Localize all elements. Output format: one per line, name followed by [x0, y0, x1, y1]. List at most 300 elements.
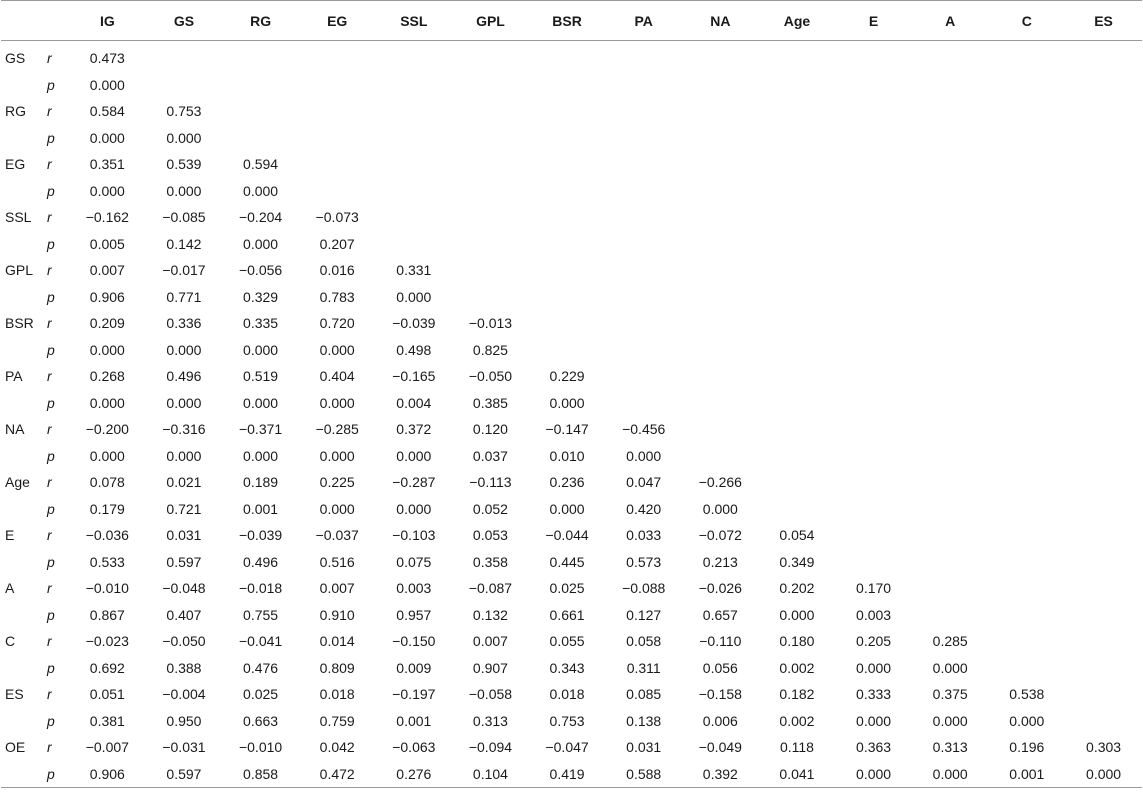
table-row: [1, 575, 1142, 602]
table-row: [1, 98, 1142, 125]
table-cell: [605, 98, 682, 125]
row-label: OE: [5, 739, 26, 756]
table-cell: 0.311: [626, 659, 661, 676]
row-label: [1, 72, 45, 99]
stat-label: p: [47, 288, 55, 305]
table-cell: 0.000: [166, 394, 202, 411]
table-cell: −0.088: [622, 580, 666, 597]
table-cell: [222, 98, 299, 125]
table-cell: 0.753: [549, 712, 585, 729]
table-row: [1, 416, 1142, 443]
table-cell: [1065, 363, 1142, 390]
table-cell: 0.000: [243, 447, 279, 464]
table-cell: 0.858: [222, 761, 299, 788]
table-cell: 0.000: [319, 500, 355, 517]
table-cell: 0.476: [243, 659, 279, 676]
table-cell: [835, 549, 912, 576]
table-cell: [989, 575, 1066, 602]
table-cell: 0.007: [472, 633, 508, 650]
table-cell: [529, 151, 606, 178]
column-header: NA: [682, 1, 759, 41]
table-cell: [835, 204, 912, 231]
table-cell: [989, 231, 1066, 258]
table-cell: 0.753: [166, 103, 202, 120]
column-header: EG: [299, 1, 376, 41]
table-cell: [1065, 575, 1142, 602]
table-cell: [1065, 628, 1142, 655]
stat-label: p: [47, 447, 55, 464]
table-cell: 0.343: [549, 659, 585, 676]
table-cell: [605, 390, 682, 417]
table-cell: [529, 204, 606, 231]
table-cell: 0.420: [626, 500, 662, 517]
table-cell: [682, 390, 759, 417]
table-cell: −0.056: [238, 262, 283, 279]
table-cell: 0.657: [702, 606, 738, 623]
table-cell: 0.336: [166, 315, 202, 332]
table-row: [1, 310, 1142, 337]
table-cell: [759, 310, 836, 337]
row-label: A: [5, 580, 15, 597]
table-cell: −0.010: [238, 739, 283, 756]
table-cell: 0.594: [243, 156, 279, 173]
table-cell: −0.049: [698, 739, 742, 756]
row-label: [1, 549, 45, 576]
table-cell: [605, 72, 682, 99]
table-cell: [529, 337, 606, 364]
table-cell: [912, 390, 989, 417]
table-cell: [1065, 72, 1142, 99]
table-cell: 0.031: [166, 527, 202, 544]
stat-label: r: [47, 209, 52, 226]
table-cell: [759, 496, 836, 523]
table-row: [1, 125, 1142, 152]
table-cell: [682, 443, 759, 470]
table-cell: 0.056: [702, 659, 738, 676]
table-cell: 0.000: [166, 129, 202, 146]
table-cell: [1065, 469, 1142, 496]
table-cell: 0.120: [472, 421, 508, 438]
row-label: GPL: [5, 262, 34, 279]
table-cell: 0.759: [319, 712, 355, 729]
table-cell: [605, 41, 682, 72]
table-cell: 0.000: [166, 447, 202, 464]
table-cell: [376, 72, 453, 99]
table-cell: −0.266: [698, 474, 742, 491]
table-cell: 0.213: [702, 553, 738, 570]
table-cell: −0.150: [392, 633, 436, 650]
table-cell: [759, 337, 836, 364]
table-cell: 0.000: [396, 288, 432, 305]
table-cell: [1065, 204, 1142, 231]
table-cell: 0.005: [89, 235, 125, 252]
table-cell: [376, 125, 453, 152]
table-cell: [759, 41, 836, 72]
table-cell: [682, 363, 759, 390]
table-cell: [529, 72, 606, 99]
stat-label: p: [47, 341, 55, 358]
table-cell: 0.054: [779, 527, 815, 544]
table-cell: [299, 98, 376, 125]
table-row: [1, 390, 1142, 417]
table-cell: 0.692: [89, 659, 125, 676]
table-cell: [912, 310, 989, 337]
table-cell: 0.000: [856, 659, 892, 676]
table-cell: 0.000: [89, 129, 125, 146]
column-header: ES: [1065, 1, 1142, 41]
row-label: [1, 496, 45, 523]
table-cell: −0.085: [162, 209, 206, 226]
table-cell: [222, 125, 299, 152]
table-cell: [605, 231, 682, 258]
table-cell: [912, 41, 989, 72]
table-cell: −0.103: [392, 527, 436, 544]
table-cell: [989, 443, 1066, 470]
table-cell: 0.950: [166, 712, 202, 729]
table-cell: [835, 390, 912, 417]
table-cell: 0.000: [319, 394, 355, 411]
table-cell: 0.002: [779, 712, 815, 729]
table-cell: 0.516: [319, 553, 355, 570]
table-cell: 0.335: [243, 315, 279, 332]
stat-label: p: [47, 606, 55, 623]
table-cell: [912, 416, 989, 443]
table-cell: 0.358: [472, 553, 508, 570]
table-cell: [452, 72, 529, 99]
table-cell: [1065, 41, 1142, 72]
row-label: NA: [5, 421, 25, 438]
table-cell: [605, 151, 682, 178]
table-cell: [452, 41, 529, 72]
table-cell: [989, 178, 1066, 205]
table-cell: −0.058: [468, 686, 513, 703]
table-cell: 0.000: [166, 182, 202, 199]
table-cell: 0.236: [549, 474, 585, 491]
table-cell: 0.000: [1065, 761, 1142, 788]
stat-label: r: [47, 315, 52, 332]
table-cell: [529, 310, 606, 337]
table-cell: 0.018: [319, 686, 355, 703]
table-row: [1, 469, 1142, 496]
table-row: [1, 337, 1142, 364]
column-header: E: [835, 1, 912, 41]
table-cell: 0.138: [626, 712, 662, 729]
table-cell: 0.000: [396, 500, 432, 517]
table-cell: −0.072: [698, 527, 742, 544]
table-row: [1, 257, 1142, 284]
table-cell: [1065, 231, 1142, 258]
table-cell: 0.025: [243, 686, 279, 703]
table-cell: 0.003: [856, 606, 892, 623]
table-cell: [1065, 681, 1142, 708]
column-header: A: [912, 1, 989, 41]
table-cell: [912, 125, 989, 152]
table-cell: [682, 98, 759, 125]
table-cell: 0.000: [932, 712, 968, 729]
table-cell: [299, 151, 376, 178]
column-header: GS: [146, 1, 223, 41]
table-cell: 0.519: [243, 368, 279, 385]
table-row: [1, 178, 1142, 205]
table-cell: [1065, 98, 1142, 125]
table-cell: 0.170: [856, 580, 892, 597]
table-cell: 0.142: [166, 235, 202, 252]
row-label: Age: [5, 474, 30, 491]
table-cell: 0.276: [376, 761, 453, 788]
table-row: [1, 151, 1142, 178]
table-cell: [989, 125, 1066, 152]
table-row: [1, 522, 1142, 549]
table-cell: [682, 151, 759, 178]
table-cell: 0.014: [319, 633, 355, 650]
table-cell: [835, 98, 912, 125]
table-row: [1, 284, 1142, 311]
table-cell: 0.588: [605, 761, 682, 788]
table-cell: 0.392: [682, 761, 759, 788]
table-cell: 0.303: [1086, 739, 1122, 756]
table-cell: 0.473: [89, 50, 125, 67]
table-cell: [835, 151, 912, 178]
table-cell: −0.147: [545, 421, 589, 438]
table-cell: 0.498: [396, 341, 432, 358]
table-cell: [605, 284, 682, 311]
table-cell: 0.000: [396, 447, 432, 464]
table-cell: [835, 496, 912, 523]
table-cell: 0.957: [396, 606, 432, 623]
column-header: PA: [605, 1, 682, 41]
stat-label: r: [47, 156, 52, 173]
table-cell: −0.110: [699, 633, 742, 650]
table-cell: 0.016: [319, 262, 355, 279]
table-cell: [989, 41, 1066, 72]
table-cell: [222, 41, 299, 72]
table-cell: [912, 151, 989, 178]
row-label: [1, 708, 45, 735]
table-cell: [759, 416, 836, 443]
table-cell: [989, 628, 1066, 655]
table-cell: [912, 284, 989, 311]
table-cell: [989, 257, 1066, 284]
table-cell: 0.000: [835, 761, 912, 788]
table-cell: 0.867: [89, 606, 125, 623]
table-cell: [1065, 549, 1142, 576]
table-body: [1, 41, 1142, 788]
table-cell: 0.000: [89, 76, 125, 93]
table-cell: 0.047: [626, 474, 662, 491]
table-cell: 0.025: [549, 580, 585, 597]
stat-label: r: [47, 580, 52, 597]
table-cell: 0.783: [319, 288, 355, 305]
table-cell: −0.036: [85, 527, 129, 544]
table-cell: [529, 41, 606, 72]
table-cell: [376, 151, 453, 178]
table-cell: [835, 125, 912, 152]
column-header: GPL: [452, 1, 529, 41]
table-cell: −0.063: [392, 739, 436, 756]
table-cell: [529, 98, 606, 125]
table-cell: [912, 231, 989, 258]
table-cell: 0.000: [89, 341, 125, 358]
table-cell: [912, 257, 989, 284]
table-cell: 0.000: [912, 761, 989, 788]
stat-label: r: [47, 368, 52, 385]
table-cell: −0.017: [162, 262, 206, 279]
table-cell: 0.000: [243, 341, 279, 358]
table-cell: 0.388: [166, 659, 202, 676]
row-label: EG: [5, 156, 26, 173]
table-cell: −0.094: [468, 739, 513, 756]
table-cell: [452, 125, 529, 152]
correlation-table: [1, 0, 1142, 788]
row-label: [1, 390, 45, 417]
table-cell: [835, 72, 912, 99]
row-label: [1, 761, 45, 788]
table-row: [1, 708, 1142, 735]
table-cell: −0.287: [392, 474, 436, 491]
table-cell: [682, 284, 759, 311]
table-cell: [1065, 390, 1142, 417]
table-row: [1, 628, 1142, 655]
table-cell: 0.000: [89, 182, 125, 199]
table-cell: −0.041: [238, 633, 283, 650]
column-header: C: [989, 1, 1066, 41]
table-cell: 0.539: [166, 156, 202, 173]
table-cell: 0.000: [319, 341, 355, 358]
table-cell: −0.285: [315, 421, 359, 438]
table-cell: 0.375: [932, 686, 968, 703]
row-label: BSR: [5, 315, 34, 332]
table-cell: 0.825: [472, 341, 508, 358]
table-cell: 0.179: [89, 500, 125, 517]
stat-label: p: [47, 129, 55, 146]
table-cell: 0.207: [319, 235, 355, 252]
corner-cell: [1, 1, 45, 41]
table-cell: [1065, 284, 1142, 311]
table-cell: 0.000: [779, 606, 815, 623]
header-row: [1, 1, 1142, 41]
table-cell: 0.331: [396, 262, 432, 279]
table-cell: 0.002: [779, 659, 815, 676]
table-cell: [452, 178, 529, 205]
table-cell: 0.000: [89, 394, 125, 411]
table-cell: [835, 310, 912, 337]
table-cell: [452, 204, 529, 231]
table-cell: [1065, 125, 1142, 152]
table-cell: [682, 337, 759, 364]
stat-label: r: [47, 633, 52, 650]
table-cell: [682, 72, 759, 99]
table-cell: 0.000: [549, 394, 585, 411]
table-cell: [605, 337, 682, 364]
table-cell: [1065, 257, 1142, 284]
row-label: E: [5, 527, 15, 544]
table-cell: [759, 125, 836, 152]
table-cell: [989, 204, 1066, 231]
table-cell: [452, 98, 529, 125]
table-cell: [299, 178, 376, 205]
table-cell: [912, 443, 989, 470]
stat-label: p: [47, 182, 55, 199]
table-cell: 0.055: [549, 633, 585, 650]
table-cell: 0.333: [856, 686, 892, 703]
table-cell: [759, 363, 836, 390]
table-cell: 0.573: [626, 553, 662, 570]
table-cell: 0.202: [779, 580, 815, 597]
table-cell: 0.189: [243, 474, 279, 491]
table-cell: 0.313: [472, 712, 508, 729]
table-cell: [989, 522, 1066, 549]
table-cell: [452, 151, 529, 178]
table-cell: 0.809: [319, 659, 355, 676]
table-cell: 0.538: [1009, 686, 1045, 703]
table-cell: 0.000: [1009, 712, 1045, 729]
table-cell: 0.906: [89, 288, 125, 305]
table-cell: 0.404: [319, 368, 355, 385]
table-cell: 0.075: [396, 553, 432, 570]
table-cell: 0.031: [626, 739, 662, 756]
table-cell: 0.285: [932, 633, 968, 650]
table-cell: −0.165: [392, 368, 436, 385]
table-cell: [605, 363, 682, 390]
table-cell: [759, 469, 836, 496]
table-cell: 0.000: [89, 447, 125, 464]
table-cell: 0.663: [243, 712, 279, 729]
corner-cell: [45, 1, 69, 41]
table-cell: 0.007: [319, 580, 355, 597]
table-cell: [1065, 602, 1142, 629]
table-row: [1, 363, 1142, 390]
table-cell: [835, 178, 912, 205]
table-cell: [1065, 655, 1142, 682]
table-row: [1, 761, 1142, 788]
stat-label: r: [47, 739, 52, 756]
table-cell: 0.180: [779, 633, 815, 650]
table-cell: [912, 469, 989, 496]
table-cell: 0.209: [89, 315, 125, 332]
table-cell: [605, 125, 682, 152]
table-cell: −0.026: [698, 580, 742, 597]
stat-label: r: [47, 474, 52, 491]
table-cell: 0.004: [396, 394, 432, 411]
table-cell: 0.372: [396, 421, 432, 438]
table-cell: [912, 363, 989, 390]
table-cell: 0.385: [472, 394, 508, 411]
row-label: [1, 337, 45, 364]
table-cell: [529, 125, 606, 152]
table-cell: [759, 178, 836, 205]
row-label: RG: [5, 103, 26, 120]
table-cell: [299, 125, 376, 152]
table-cell: [912, 98, 989, 125]
table-cell: 0.000: [319, 447, 355, 464]
table-cell: 0.000: [166, 341, 202, 358]
table-cell: [529, 257, 606, 284]
table-cell: [912, 522, 989, 549]
table-row: [1, 496, 1142, 523]
table-cell: −0.039: [238, 527, 283, 544]
table-cell: 0.127: [626, 606, 662, 623]
row-label: [1, 178, 45, 205]
table-cell: 0.104: [452, 761, 529, 788]
table-cell: 0.058: [626, 633, 662, 650]
column-header: IG: [69, 1, 146, 41]
table-cell: 0.051: [89, 686, 125, 703]
table-cell: 0.205: [856, 633, 892, 650]
table-cell: −0.456: [622, 421, 666, 438]
table-cell: −0.087: [468, 580, 513, 597]
table-cell: [299, 72, 376, 99]
table-cell: 0.445: [549, 553, 585, 570]
